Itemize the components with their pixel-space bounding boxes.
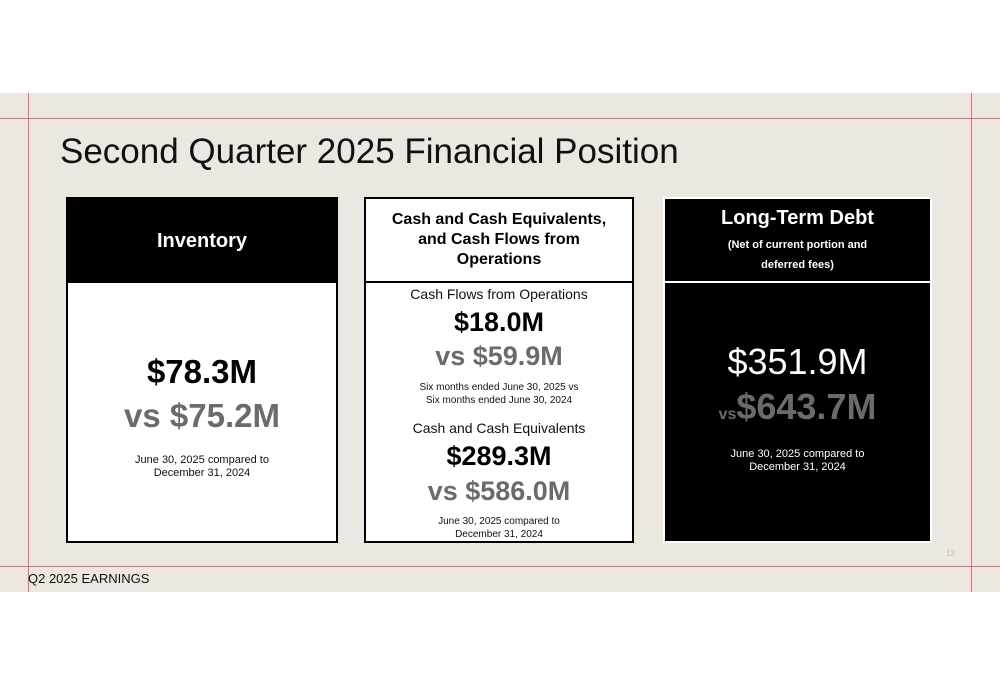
debt-value: $351.9M	[727, 341, 868, 382]
inventory-body	[68, 283, 336, 541]
debt-header	[665, 199, 930, 283]
inventory-header	[68, 199, 336, 283]
cash-equiv-note-line1: June 30, 2025 compared to	[438, 516, 560, 527]
debt-note-line2: December 31, 2024	[749, 461, 846, 473]
inventory-value: $78.3M	[146, 353, 258, 390]
inventory-compare: vs $75.2M	[124, 397, 280, 434]
cash-flows-note-line1: Six months ended June 30, 2025 vs	[419, 382, 579, 393]
guide-line-right	[971, 93, 972, 592]
inventory-card	[66, 197, 338, 543]
cash-header	[366, 199, 632, 283]
cash-flows-value: $18.0M	[453, 307, 545, 337]
footer-label: Q2 2025 EARNINGS	[28, 571, 150, 586]
debt-subheader-line1: (Net of current portion and	[727, 239, 868, 251]
cash-header-line3: Operations	[456, 251, 542, 268]
guide-line-left	[28, 93, 29, 592]
debt-subheader-line2: deferred fees)	[761, 259, 834, 271]
cash-card	[364, 197, 634, 543]
debt-compare	[665, 386, 930, 428]
inventory-note-line1: June 30, 2025 compared to	[135, 454, 269, 466]
debt-body	[665, 283, 930, 541]
cash-equiv-value: $289.3M	[446, 441, 552, 471]
debt-card	[663, 197, 932, 543]
inventory-note-line2: December 31, 2024	[153, 467, 251, 479]
debt-compare-value: $643.7M	[736, 386, 877, 427]
guide-line-top	[0, 118, 1000, 119]
cash-header-line2: and Cash Flows from	[418, 231, 580, 248]
cash-header-line1: Cash and Cash Equivalents,	[391, 211, 607, 228]
cash-flows-label: Cash Flows from Operations	[410, 286, 588, 302]
debt-header-label: Long-Term Debt	[721, 207, 874, 229]
cash-equiv-label: Cash and Cash Equivalents	[412, 420, 586, 436]
cash-body	[366, 283, 632, 541]
cash-flows-note-line2: Six months ended June 30, 2024	[425, 395, 573, 406]
debt-compare-prefix: vs	[718, 406, 737, 423]
guide-line-bottom	[0, 566, 1000, 567]
inventory-header-label: Inventory	[156, 229, 248, 252]
page-number: 13	[946, 549, 955, 558]
cash-equiv-note-line2: December 31, 2024	[455, 529, 543, 540]
cash-equiv-compare: vs $586.0M	[427, 476, 571, 506]
debt-note-line1: June 30, 2025 compared to	[730, 448, 865, 460]
page-title: Second Quarter 2025 Financial Position	[60, 132, 679, 171]
cash-flows-compare: vs $59.9M	[435, 341, 563, 371]
